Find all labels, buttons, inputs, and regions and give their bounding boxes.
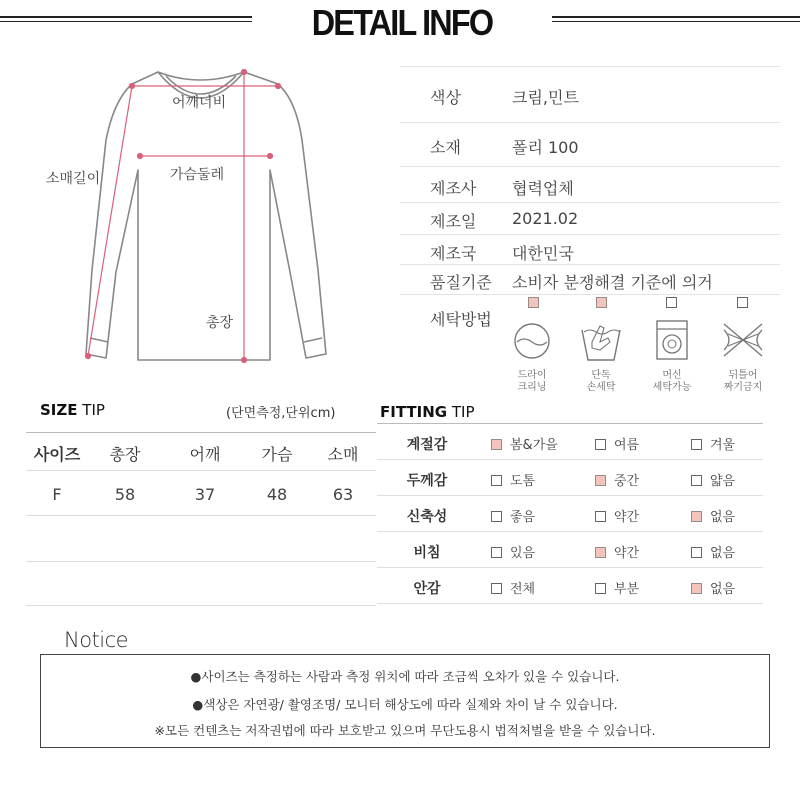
option-checkbox[interactable] (691, 583, 702, 594)
info-key: 제조일 (430, 212, 477, 231)
option-checkbox[interactable] (691, 475, 702, 486)
wash-checkbox-dry[interactable] (528, 297, 539, 308)
info-value: 소비자 분쟁해결 기준에 의거 (512, 273, 713, 292)
label-chest: 가슴둘레 (170, 167, 225, 183)
option-checkbox[interactable] (595, 583, 606, 594)
option-checkbox[interactable] (491, 547, 502, 558)
fitting-option[interactable]: 봄&가을 (491, 434, 558, 453)
info-key: 제조사 (430, 179, 477, 198)
option-checkbox[interactable] (691, 511, 702, 522)
option-checkbox[interactable] (691, 439, 702, 450)
info-row-maker (400, 166, 780, 202)
fitting-option[interactable]: 좋음 (491, 506, 535, 525)
option-checkbox[interactable] (691, 547, 702, 558)
size-tip-title: SIZE TIP (40, 401, 105, 419)
wash-checkbox-machine[interactable] (666, 297, 677, 308)
page-title: DETAIL INFO (311, 2, 493, 43)
wash-checkbox-hand[interactable] (596, 297, 607, 308)
fitting-row-sheer (377, 532, 763, 568)
size-header-cell: 어깨 (189, 445, 221, 464)
size-table-row (26, 479, 376, 515)
fitting-option[interactable]: 중간 (595, 470, 639, 489)
header-rule-left (0, 16, 252, 18)
info-row-material (400, 122, 780, 166)
label-sleeve: 소매길이 (46, 171, 101, 187)
header-rule-left-thin (0, 21, 252, 22)
size-table-rule (26, 470, 376, 471)
option-checkbox[interactable] (595, 439, 606, 450)
info-row-country (400, 234, 780, 264)
fitting-option[interactable]: 있음 (491, 542, 535, 561)
machine-wash-icon (652, 318, 692, 362)
dry-clean-icon (512, 318, 552, 364)
notice-title: Notice (64, 628, 129, 652)
option-checkbox[interactable] (595, 475, 606, 486)
info-value: 협력업체 (512, 179, 574, 198)
fitting-row-season (377, 424, 763, 460)
notice-line: ※모든 컨텐츠는 저작권법에 따라 보호받고 있으며 무단도용시 법적처벌을 받을 수 있습니다. (154, 723, 656, 738)
fitting-row-thickness (377, 460, 763, 496)
info-row-color (400, 66, 780, 122)
fitting-option[interactable]: 도톰 (491, 470, 535, 489)
option-checkbox[interactable] (595, 547, 606, 558)
notice-line: ●색상은 자연광/ 촬영조명/ 모니터 해상도에 따라 실제와 차이 날 수 있습니다. (192, 697, 618, 712)
info-key: 품질기준 (430, 273, 492, 292)
size-header-cell: 소매 (327, 445, 359, 464)
fitting-row-lining (377, 568, 763, 604)
size-header-cell: 총장 (109, 445, 141, 464)
fitting-tip-title: FITTING TIP (380, 403, 475, 421)
size-cell: 58 (114, 485, 136, 504)
info-value: 크림,민트 (512, 88, 579, 107)
size-cell: 48 (266, 485, 288, 504)
size-table-header (26, 434, 376, 470)
wash-label-nowring: 뒤틀어 짜기금지 (723, 370, 763, 393)
option-checkbox[interactable] (491, 439, 502, 450)
size-table-top-rule (26, 432, 376, 433)
fitting-option[interactable]: 없음 (691, 578, 735, 597)
info-row-quality (400, 264, 780, 294)
fitting-option[interactable]: 부분 (595, 578, 639, 597)
fitting-row-label: 두께감 (406, 473, 448, 489)
fitting-row-stretch (377, 496, 763, 532)
size-cell: 37 (194, 485, 216, 504)
size-cell: F (52, 485, 62, 504)
fitting-option[interactable]: 없음 (691, 506, 735, 525)
size-table-rule (26, 515, 376, 516)
fitting-option[interactable]: 없음 (691, 542, 735, 561)
option-checkbox[interactable] (491, 583, 502, 594)
info-value: 대한민국 (512, 244, 574, 263)
label-shoulder: 어깨너비 (172, 95, 227, 111)
info-key: 색상 (430, 88, 461, 107)
size-table-rule (26, 561, 376, 562)
no-wring-icon (718, 318, 768, 362)
notice-box (40, 654, 770, 748)
notice-line: ●사이즈는 측정하는 사람과 측정 위치에 따라 조금씩 오차가 있을 수 있습니다. (190, 669, 620, 684)
fitting-row-label: 안감 (413, 581, 441, 597)
info-value: 폴리 100 (512, 138, 579, 157)
option-checkbox[interactable] (595, 511, 606, 522)
size-header-cell: 사이즈 (33, 445, 81, 464)
fitting-option[interactable]: 약간 (595, 506, 639, 525)
fitting-option[interactable]: 전체 (491, 578, 535, 597)
info-row-date (400, 202, 780, 234)
size-header-cell: 가슴 (261, 445, 293, 464)
header-rule-right (552, 16, 800, 18)
fitting-option[interactable]: 여름 (595, 434, 639, 453)
wash-label-dry: 드라이 크리닝 (517, 370, 547, 393)
wash-label-machine: 머신 세탁가능 (652, 370, 692, 393)
fitting-row-label: 비침 (413, 545, 441, 561)
size-tip-note: (단면측정,단위cm) (226, 406, 336, 421)
info-value: 2021.02 (512, 209, 579, 228)
hand-wash-icon (578, 316, 624, 364)
header-rule-right-thin (552, 21, 800, 22)
wash-checkbox-nowring[interactable] (737, 297, 748, 308)
size-table-rule (26, 605, 376, 606)
fitting-option[interactable]: 약간 (595, 542, 639, 561)
option-checkbox[interactable] (491, 475, 502, 486)
size-cell: 63 (332, 485, 354, 504)
fitting-row-label: 계절감 (406, 437, 448, 453)
fitting-row-label: 신축성 (406, 509, 448, 525)
fitting-option[interactable]: 겨울 (691, 434, 735, 453)
info-key: 소재 (430, 138, 461, 157)
info-key: 제조국 (430, 244, 477, 263)
wash-label-hand: 단독 손세탁 (586, 370, 616, 393)
option-checkbox[interactable] (491, 511, 502, 522)
label-length: 총장 (206, 315, 234, 331)
info-key: 세탁방법 (430, 310, 492, 329)
fitting-option[interactable]: 얇음 (691, 470, 735, 489)
